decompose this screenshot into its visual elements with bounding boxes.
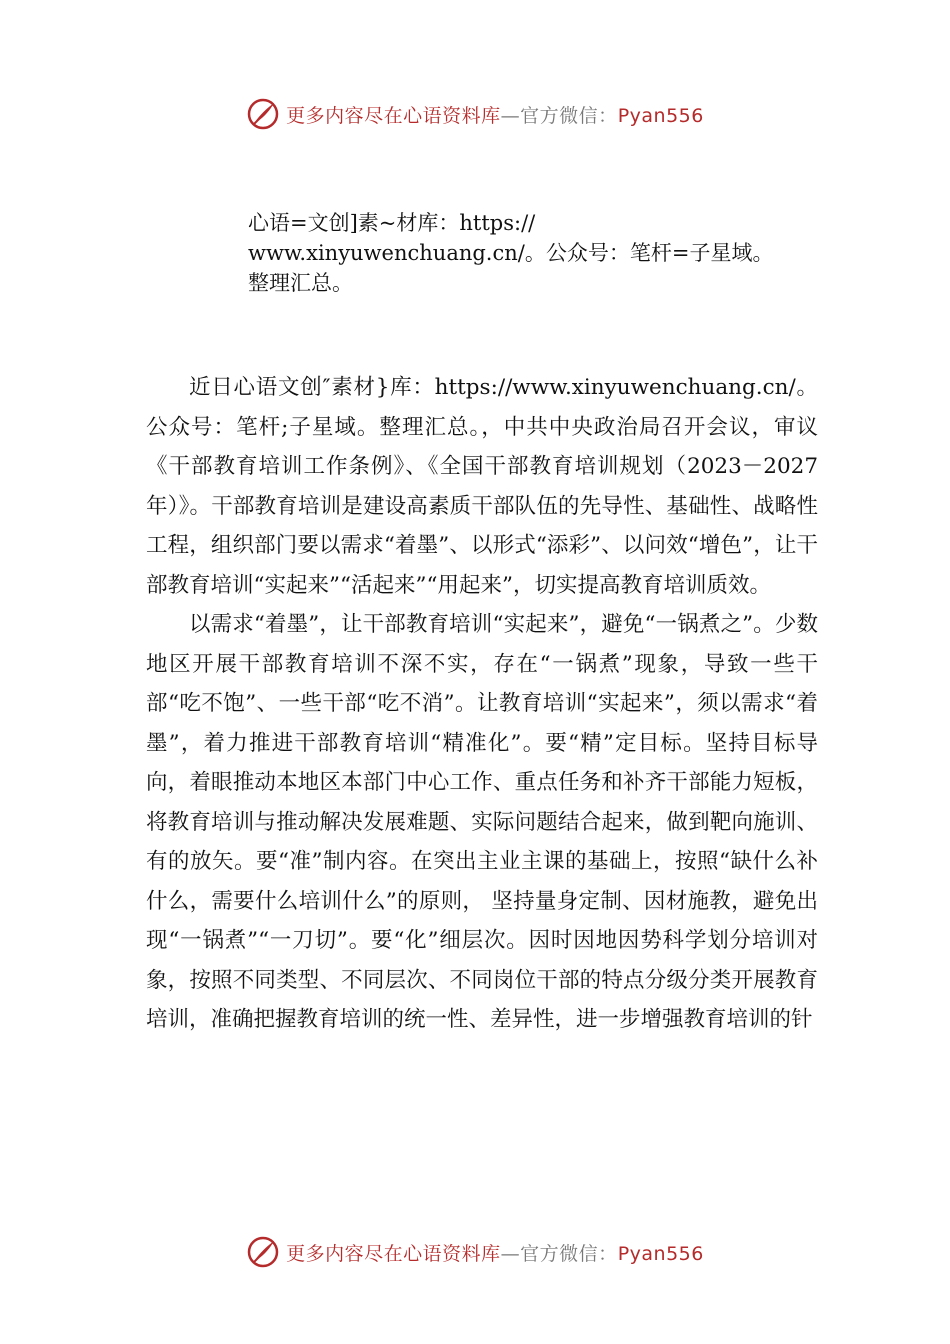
- banner-wechat-id: Pyan556: [617, 1242, 704, 1265]
- banner-text: [286, 101, 704, 128]
- banner-text: [286, 1239, 704, 1266]
- banner-dash: —: [500, 104, 521, 127]
- banner-wechat-id: Pyan556: [617, 104, 704, 127]
- source-note: [248, 208, 828, 298]
- banner-slogan: 更多内容尽在心语资料库: [286, 104, 501, 127]
- banner-official-label: 官方微信：: [520, 1242, 618, 1265]
- footer-banner: [0, 1232, 950, 1272]
- quill-logo-icon: [246, 97, 280, 131]
- paragraph-1: 近日心语文创″素材}库：https://www.xinyuwenchuang.cn/。公众号：笔杆;子星域。整理汇总。，中共中央政治局召开会议，审议《干部教育培训工作条例》、《全国干部教育培训规划（2023－2027 年）》。干部教育培训是建设高素质干部队伍的先导性、基础性、战略性工程，组织部门要以需求“着墨”、以形式“添彩”、以问效“增色”，让干部教育培训“实起来”“活起来”“用起来”，切实提高教育培训质效。: [146, 375, 818, 598]
- banner-official-label: 官方微信：: [520, 104, 618, 127]
- article-body: [146, 368, 818, 1040]
- note-line-3: 整理汇总。: [248, 271, 353, 295]
- banner-slogan: 更多内容尽在心语资料库: [286, 1242, 501, 1265]
- note-line-2: www.xinyuwenchuang.cn/。公众号：笔杆=子星域。: [248, 241, 774, 265]
- note-line-1: 心语=文创]素~材库：https://: [248, 211, 536, 235]
- quill-logo-icon: [246, 1235, 280, 1269]
- banner-dash: —: [500, 1242, 521, 1265]
- paragraph-2: 以需求“着墨”，让干部教育培训“实起来”，避免“一锅煮之”。少数地区开展干部教育培训不深不实，存在“一锅煮”现象，导致一些干部“吃不饱”、一些干部“吃不消”。让教育培训“实起来”，须以需求“着墨”，着力推进干部教育培训“精准化”。要“精”定目标。坚持目标导向，着眼推动本地区本部门中心工作、重点任务和补齐干部能力短板， 将教育培训与推动解决发展难题、实际问题结合起来，做到靶向施训、有的放矢。要“准”制内容。在突出主业主课的基础上，按照“缺什么补什么，需要什么培训什么”的原则， 坚持量身定制、因材施教，避免出现“一锅煮”“一刀切”。要“化”细层次。因时因地因势科学划分培训对象，按照不同类型、不同层次、不同岗位干部的特点分级分类开展教育培训，准确把握教育培训的统一性、差异性，进一步增强教育培训的针: [146, 612, 818, 1032]
- header-banner: [0, 94, 950, 134]
